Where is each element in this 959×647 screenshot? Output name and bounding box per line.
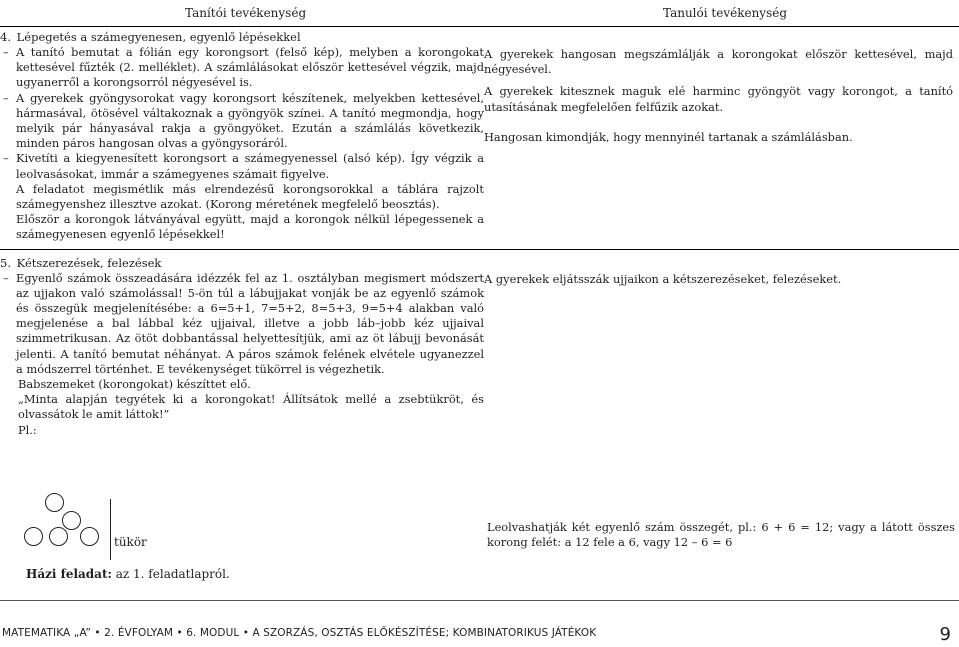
section-number: 4. <box>0 30 11 44</box>
section-number: 5. <box>0 255 11 270</box>
section-title-text: Kétszerezések, felezések <box>16 255 162 270</box>
footer-text: MATEMATIKA „A” • 2. ÉVFOLYAM • 6. MODUL • A SZORZÁS, OSZTÁS ELŐKÉSZÍTÉSE; KOMBINATORIKUS JÁTÉKOK <box>2 627 597 639</box>
table-row <box>0 249 959 563</box>
footer-divider <box>0 600 959 601</box>
dash-marker: – <box>3 270 9 285</box>
example-label: Pl.: <box>18 422 37 437</box>
homework-text: az 1. feladatlapról. <box>111 567 230 581</box>
section-title-text: Lépegetés a számegyenesen, egyenlő lépésekkel <box>16 30 301 44</box>
list-item-text: A gyerekek gyöngysorokat vagy korongsort készítenek, melyekben kettesével, hármasával, ötösével váltakoznak a gyöngyök színei. A tanító megmondja, hogy melyik pár hányasával rakja a gyöngyöket. Ezután a számlálás következik, minden páros hangosan olvas a gyöngysoráról. <box>16 90 484 151</box>
student-text: Leolvashatják két egyenlő szám összegét, pl.: 6 + 6 = 12; vagy a látott összes korong felét: a 12 fele a 6, vagy 12 – 6 = 6 <box>487 520 955 550</box>
dash-marker: – <box>3 151 9 166</box>
page-number: 9 <box>939 624 951 645</box>
list-item <box>0 45 484 91</box>
disc <box>62 511 81 530</box>
student-text: A gyerekek hangosan megszámlálják a korongokat először kettesével, majd négyesével. <box>484 47 953 77</box>
mirror-line <box>110 499 111 560</box>
dash-marker: – <box>3 90 9 105</box>
student-cell <box>484 27 959 250</box>
student-cell <box>484 249 959 563</box>
column-header-student: Tanulói tevékenység <box>663 6 788 20</box>
disc <box>80 527 99 546</box>
student-text: A gyerekek eljátsszák ujjaikon a kétszerezéseket, felezéseket. <box>484 271 842 286</box>
section-5-title <box>0 256 484 271</box>
paragraph: Babszemeket (korongokat) készíttet elő. <box>18 377 251 392</box>
activity-table <box>0 26 959 563</box>
quote-paragraph: „Minta alapján tegyétek ki a korongokat! Állítsátok mellé a zsebtükröt, és olvassátok le amit láttok!” <box>18 392 484 422</box>
homework-label: Házi feladat: <box>26 567 112 581</box>
mirror-label: tükör <box>114 535 147 549</box>
table-row <box>0 27 959 250</box>
list-item-text: Egyenlő számok összeadására idézzék fel az 1. osztályban megismert módszert az ujjakon való számolással! 5-ön túl a lábujjakat vonják be az egyenlő számok és összegük megjelenítésébe: a 6=5+1, 7=5+2, 8=5+3, 9=5+4 alakban való megjelenése a bal lábbal kéz ujjaival, illetve a jobb láb–jobb kéz ujjaival szimmetrikusan. Az ötöt dobbantással helyettesítjük, ami az öt lábujj bevonását jelenti. A tanító bemutat néhányat. A páros számok felének elvétele ugyanezzel a módszerrel történhet. E tevékenységet tükörrel is végezhetik. <box>16 270 484 376</box>
disc <box>45 493 64 512</box>
disc <box>24 527 43 546</box>
list-item-text: A tanító bemutat a fólián egy korongsort (felső kép), melyben a korongokat kettesével fűzték (2. melléklet). A számlálásokat először kettesével végzik, majd ugyanerről a korongsorról négyesével is. <box>16 45 484 90</box>
column-header-teacher: Tanítói tevékenység <box>185 6 307 20</box>
list-item <box>0 271 484 377</box>
homework-line <box>26 567 230 581</box>
paragraph: A feladatot megismétlik más elrendezésű korongsorokkal a táblára rajzolt számegyenshez illesztve azokat. (Korong méretének megfelelő beosztás). <box>16 181 484 212</box>
teacher-cell <box>0 27 484 250</box>
section-4-title <box>0 30 484 45</box>
list-item <box>0 91 484 152</box>
paragraph: Először a korongok látványával együtt, majd a korongok nélkül lépegessenek a számegyenesen egyenlő lépésekkel! <box>16 212 484 242</box>
dash-marker: – <box>3 45 9 59</box>
disc <box>49 527 68 546</box>
list-item <box>0 151 484 181</box>
student-text: Hangosan kimondják, hogy mennyinél tartanak a számlálásban. <box>484 129 853 144</box>
student-text: A gyerekek kitesznek maguk elé harminc gyöngyöt vagy korongot, a tanító utasításának megfelelően felfűzik azokat. <box>484 84 953 114</box>
list-item-text: Kivetíti a kiegyenesített korongsort a számegyenessel (alsó kép). Így végzik a leolvasásokat, immár a számegyenes számait figyelve. <box>16 151 484 181</box>
